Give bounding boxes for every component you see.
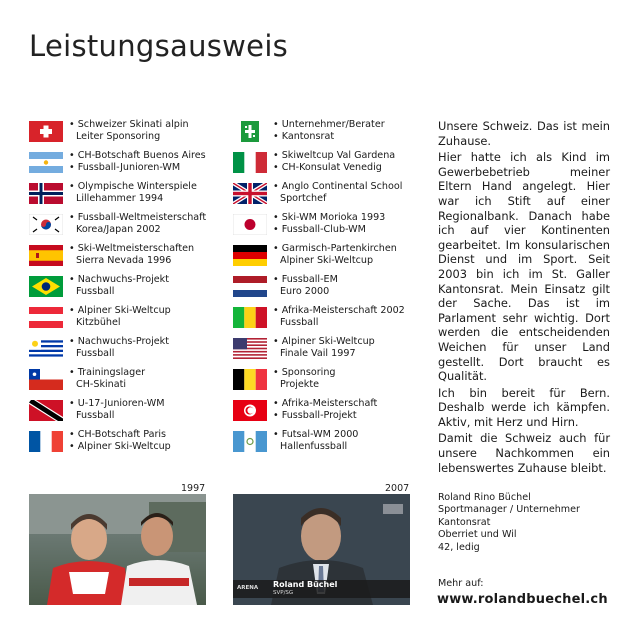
- chile-flag: [29, 369, 63, 390]
- norway-flag: [29, 183, 63, 204]
- item-line: • Trainingslager: [69, 367, 145, 379]
- list-item: [29, 305, 234, 336]
- photo-year-2007: 2007: [385, 483, 410, 494]
- mali-flag: [233, 307, 267, 328]
- item-line: • Alpiner Ski-Weltcup: [69, 305, 171, 317]
- item-line: Euro 2000: [280, 286, 330, 297]
- list-item: [29, 181, 234, 212]
- item-line: • Alpiner Ski-Weltcup: [273, 336, 375, 348]
- item-line: Alpiner Ski-Weltcup: [280, 255, 374, 266]
- item-line: • CH-Botschaft Buenos Aires: [69, 150, 206, 162]
- tv-name: Roland Büchel: [273, 580, 338, 589]
- list-item: [233, 243, 433, 274]
- argentina-flag: [29, 152, 63, 173]
- item-line: • Nachwuchs-Projekt: [69, 336, 169, 348]
- item-line: • Fussball-EM: [273, 274, 338, 286]
- item-line: • Alpiner Ski-Weltcup: [69, 441, 171, 453]
- item-line: Korea/Japan 2002: [76, 224, 161, 235]
- netherlands-flag: [233, 276, 267, 297]
- item-line: Kitzbühel: [76, 317, 121, 328]
- page-title: Leistungsausweis: [29, 29, 289, 63]
- guatemala-flag: [233, 431, 267, 452]
- paragraph: Unsere Schweiz. Das ist mein Zuhause.: [438, 119, 610, 148]
- list-item: [233, 212, 433, 243]
- item-line: Finale Vail 1997: [280, 348, 356, 359]
- bio-name: Roland Rino Büchel: [438, 492, 531, 503]
- list-item: [233, 274, 433, 305]
- japan-flag: [233, 214, 267, 235]
- bio-profession: Sportmanager / Unternehmer: [438, 504, 581, 516]
- list-item: [233, 305, 433, 336]
- list-item: [233, 150, 433, 181]
- item-line: • Ski-Weltmeisterschaften: [69, 243, 194, 255]
- list-item: [29, 429, 234, 460]
- list-item: [29, 243, 234, 274]
- list-item: [29, 150, 234, 181]
- list-item: [29, 274, 234, 305]
- germany-flag: [233, 245, 267, 266]
- item-line: • Sponsoring: [273, 367, 336, 379]
- list-item: [29, 398, 234, 429]
- belgium-flag: [233, 369, 267, 390]
- list-item: [233, 181, 433, 212]
- switzerland-flag: [29, 121, 63, 142]
- list-item: [233, 367, 433, 398]
- item-line: CH-Skinati: [76, 379, 127, 390]
- item-line: • U-17-Junioren-WM: [69, 398, 164, 410]
- item-line: • Kantonsrat: [273, 131, 385, 143]
- trinidad-tobago-flag: [29, 400, 63, 421]
- tv-label: ARENA: [237, 585, 259, 591]
- brazil-flag: [29, 276, 63, 297]
- france-flag: [29, 431, 63, 452]
- st-gallen-flag: [233, 121, 267, 142]
- paragraph: Hier hatte ich als Kind im Gewerbebetrieb meiner Eltern Hand angelegt. Hier war ich Stift auf einer Regionalbank. Danach habe ich auf vier Kontinenten gearbeitet. Im konsularischen Dienst und im Sport. Seit 2003 bin ich im St. Galler Kantonsrat. Mein Einsatz gilt der Sache. Das ist im Parlament sehr wichtig. Dort werden die entscheidenden Weichen für unser Land gestellt. Dort braucht es Qualität.: [438, 150, 610, 384]
- united-kingdom-flag: [233, 183, 267, 204]
- item-line: Fussball: [76, 348, 115, 359]
- item-line: • Fussball-Weltmeisterschaft: [69, 212, 206, 224]
- item-line: • CH-Konsulat Venedig: [273, 162, 395, 174]
- item-line: • Fussball-Projekt: [273, 410, 377, 422]
- item-line: • Ski-WM Morioka 1993: [273, 212, 385, 224]
- item-line: • Skiweltcup Val Gardena: [273, 150, 395, 162]
- item-line: • Fussball-Junioren-WM: [69, 162, 206, 174]
- achievements-left-column: [29, 119, 234, 460]
- list-item: [233, 119, 433, 150]
- item-line: • Schweizer Skinati alpin: [69, 119, 189, 131]
- bio-office: Kantonsrat: [438, 516, 491, 528]
- list-item: [233, 398, 433, 429]
- achievements-right-column: [233, 119, 433, 460]
- list-item: [29, 367, 234, 398]
- photo-2007-tv: [233, 494, 410, 605]
- paragraph: Ich bin bereit für Bern. Deshalb werde ich kämpfen. Aktiv, mit Herz und Hirn.: [438, 385, 610, 429]
- item-line: Sportchef: [280, 193, 327, 204]
- item-line: Projekte: [280, 379, 320, 390]
- austria-flag: [29, 307, 63, 328]
- item-line: • Olympische Winterspiele: [69, 181, 197, 193]
- italy-flag: [233, 152, 267, 173]
- item-line: • Nachwuchs-Projekt: [69, 274, 169, 286]
- list-item: [233, 336, 433, 367]
- statement-text: [438, 119, 610, 477]
- item-line: Fussball: [76, 286, 115, 297]
- item-line: Lillehammer 1994: [76, 193, 164, 204]
- list-item: [29, 336, 234, 367]
- item-line: • Anglo Continental School: [273, 181, 402, 193]
- item-line: • Fussball-Club-WM: [273, 224, 385, 236]
- uruguay-flag: [29, 338, 63, 359]
- item-line: Fussball: [280, 317, 319, 328]
- item-line: Sierra Nevada 1996: [76, 255, 172, 266]
- usa-flag: [233, 338, 267, 359]
- item-line: • Garmisch-Partenkirchen: [273, 243, 397, 255]
- item-line: • Afrika-Meisterschaft 2002: [273, 305, 405, 317]
- list-item: [233, 429, 433, 460]
- south-korea-flag: [29, 214, 63, 235]
- bio-age: 42, ledig: [438, 541, 480, 553]
- list-item: [29, 212, 234, 243]
- bio-block: [438, 492, 580, 554]
- item-line: • Afrika-Meisterschaft: [273, 398, 377, 410]
- item-line: Leiter Sponsoring: [76, 131, 161, 142]
- list-item: [29, 119, 234, 150]
- spain-flag: [29, 245, 63, 266]
- photo-1997: [29, 494, 206, 605]
- more-label: Mehr auf:: [438, 578, 484, 589]
- bio-location: Oberriet und Wil: [438, 529, 517, 541]
- photo-year-1997: 1997: [181, 483, 206, 494]
- item-line: • Unternehmer/Berater: [273, 119, 385, 131]
- item-line: • Futsal-WM 2000: [273, 429, 358, 441]
- paragraph: Damit die Schweiz auch für unsere Nachkommen ein lebenswertes Zuhause bleibt.: [438, 431, 610, 475]
- item-line: • CH-Botschaft Paris: [69, 429, 171, 441]
- item-line: Hallenfussball: [280, 441, 348, 452]
- website-link[interactable]: www.rolandbuechel.ch: [437, 592, 608, 607]
- tunisia-flag: [233, 400, 267, 421]
- item-line: Fussball: [76, 410, 115, 421]
- tv-subtitle: SVP/SG: [273, 590, 294, 596]
